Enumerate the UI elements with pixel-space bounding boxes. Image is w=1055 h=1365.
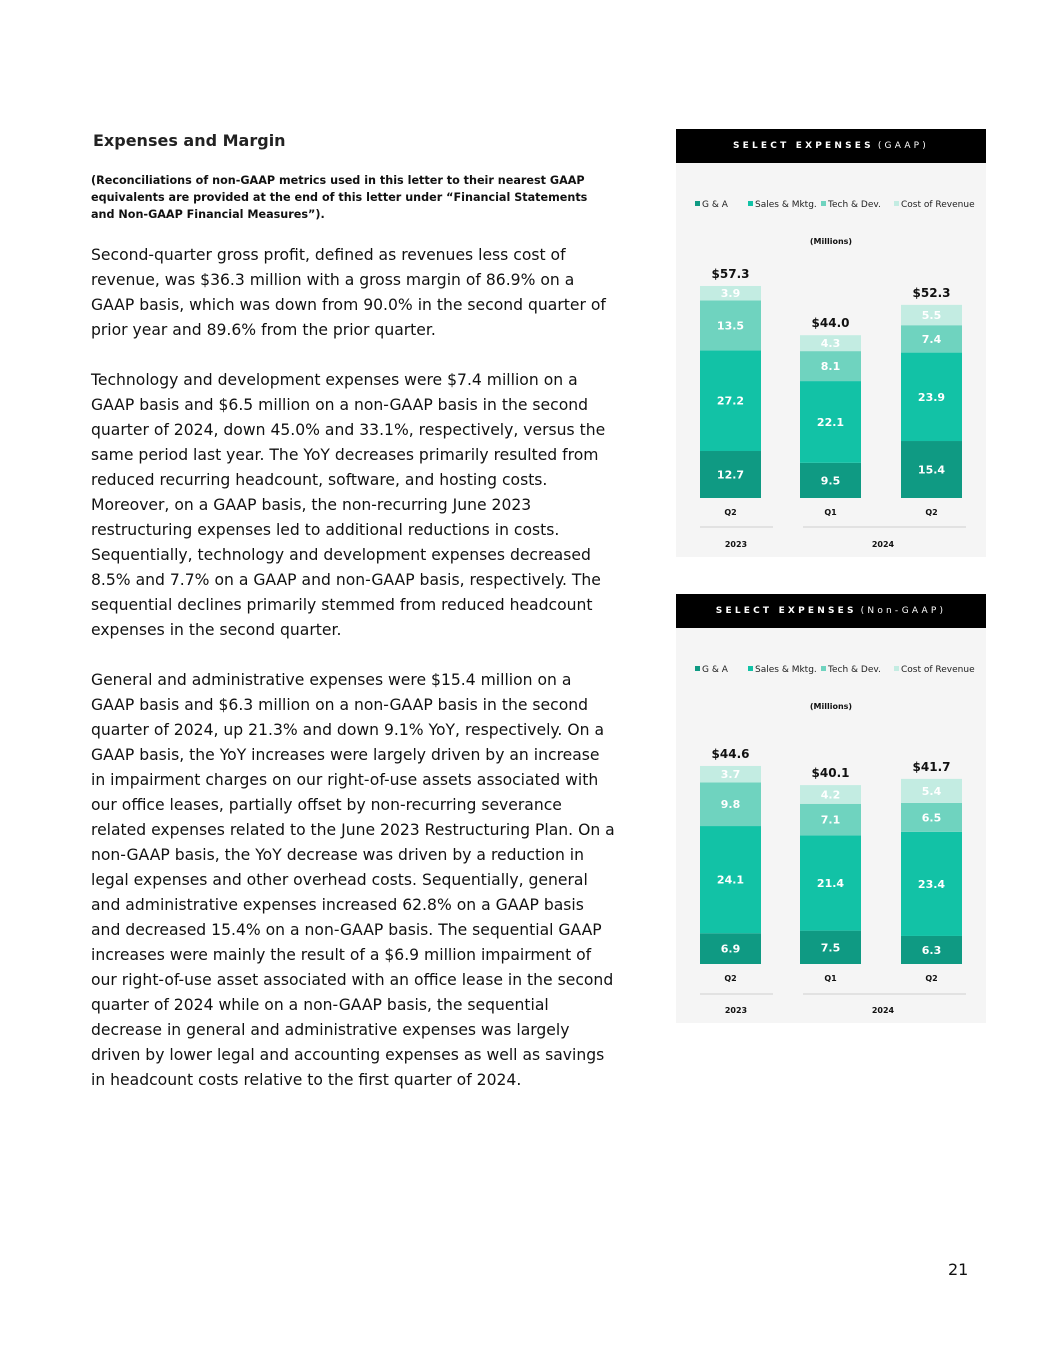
chart-nongaap-title-main: SELECT EXPENSES (715, 606, 857, 616)
chart-gaap (676, 163, 986, 557)
legend-label-2: Tech & Dev. (828, 665, 881, 675)
legend-label-1: Sales & Mktg. (755, 665, 817, 675)
bar-value-label: 5.5 (921, 309, 942, 323)
paragraph-gross-profit: Second-quarter gross profit, defined as revenues less cost of revenue, was $36.3 million with a gross margin of 86.9% on a GAAP basis, which was down from 90.0% in the second quarter of prior year and 89.6% from the prior quarter. (91, 246, 606, 339)
year-label-2024: 2024 (871, 1006, 895, 1015)
bar-value-label: 6.9 (720, 942, 741, 956)
chart-gaap-title (676, 129, 986, 163)
legend-label-0: G & A (702, 200, 728, 210)
bar-value-label: 5.4 (921, 784, 942, 798)
chart-gaap-panel (676, 129, 986, 557)
paragraph-tech-dev: Technology and development expenses were $7.4 million on a GAAP basis and $6.5 million on a non-GAAP basis in the second quarter of 2024, down 45.0% and 33.1%, respectively, versus the same period last year. The YoY decreases primarily resulted from reduced recurring headcount, software, and hosting costs. Moreover, on a GAAP basis, the non-recurring June 2023 restructuring expenses led to additional reductions in costs. Sequentially, technology and development expenses decreased 8.5% and 7.7% on a GAAP and non-GAAP basis, respectively. The sequential declines primarily stemmed from reduced headcount expenses in the second quarter. (91, 371, 606, 639)
chart-gaap-title-main: SELECT EXPENSES (732, 141, 874, 151)
bar-value-label: 3.9 (720, 287, 741, 301)
page-number: 21 (948, 1260, 969, 1279)
bar-value-label: 9.5 (820, 474, 841, 488)
x-tick-label: Q1 (824, 974, 837, 983)
bar-total-label: $44.6 (711, 746, 750, 761)
x-tick-label: Q2 (724, 974, 737, 983)
bar-value-label: 9.8 (720, 798, 741, 812)
bar-value-label: 7.1 (820, 813, 841, 827)
bar-value-label: 22.1 (816, 415, 845, 429)
legend-swatch-0 (695, 666, 700, 671)
bar-value-label: 27.2 (716, 394, 745, 408)
bar-value-label: 8.1 (820, 360, 841, 374)
bar-total-label: $41.7 (912, 759, 951, 774)
bar-total-label: $52.3 (912, 285, 951, 300)
chart-nongaap-title-suffix: (Non-GAAP) (860, 606, 947, 616)
legend-label-3: Cost of Revenue (901, 200, 975, 210)
legend-label-0: G & A (702, 665, 728, 675)
x-tick-label: Q2 (925, 974, 938, 983)
x-tick-label: Q1 (824, 508, 837, 517)
chart-nongaap-title (676, 594, 986, 628)
section-title: Expenses and Margin (93, 131, 286, 150)
legend-swatch-2 (821, 666, 826, 671)
x-tick-label: Q2 (925, 508, 938, 517)
legend-swatch-3 (894, 666, 899, 671)
bar-value-label: 4.2 (820, 788, 841, 802)
bar-total-label: $40.1 (811, 766, 850, 781)
chart-gaap-title-suffix: (GAAP) (877, 141, 930, 151)
bar-value-label: 21.4 (816, 877, 845, 891)
bar-value-label: 23.9 (917, 390, 946, 404)
bar-value-label: 13.5 (716, 319, 745, 333)
x-tick-label: Q2 (724, 508, 737, 517)
bar-value-label: 6.3 (921, 943, 942, 957)
legend-label-3: Cost of Revenue (901, 665, 975, 675)
units-label: (Millions) (809, 702, 853, 711)
year-label-2024: 2024 (871, 540, 895, 549)
year-label-2023: 2023 (724, 540, 748, 549)
legend-swatch-1 (748, 201, 753, 206)
bar-value-label: 23.4 (917, 877, 946, 891)
legend-swatch-3 (894, 201, 899, 206)
bar-value-label: 24.1 (716, 873, 745, 887)
legend-label-1: Sales & Mktg. (755, 200, 817, 210)
legend-swatch-0 (695, 201, 700, 206)
bar-value-label: 4.3 (820, 337, 841, 351)
bar-value-label: 7.5 (820, 941, 841, 955)
year-label-2023: 2023 (724, 1006, 748, 1015)
bar-total-label: $44.0 (811, 316, 850, 331)
legend-label-2: Tech & Dev. (828, 200, 881, 210)
bar-value-label: 3.7 (720, 768, 741, 782)
legend-swatch-1 (748, 666, 753, 671)
bar-value-label: 12.7 (716, 468, 745, 482)
paragraph-general-admin: General and administrative expenses were $15.4 million on a GAAP basis and $6.3 million on a non-GAAP basis in the second quarter of 2024, up 21.3% and down 9.1% YoY, respectively. On a GAAP basis, the YoY increases were largely driven by an increase in impairment charges on our right-of-use assets associated with our office leases, partially offset by non-recurring severance related expenses related to the June 2023 Restructuring Plan. On a non-GAAP basis, the YoY decrease was driven by a reduction in legal expenses and other overhead costs. Sequentially, general and administrative expenses increased 62.8% on a GAAP basis and decreased 15.4% on a non-GAAP basis. The sequential GAAP increases were mainly the result of a $6.9 million impairment of our right-of-use asset associated with an office lease in the second quarter of 2024 while on a non-GAAP basis, the sequential decrease in general and administrative expenses was largely driven by lower legal and accounting expenses as well as savings in headcount costs relative to the first quarter of 2024. (91, 671, 615, 1089)
chart-nongaap (676, 628, 986, 1023)
units-label: (Millions) (809, 237, 853, 246)
bar-value-label: 7.4 (921, 332, 942, 346)
bar-value-label: 6.5 (921, 811, 942, 825)
reconciliation-note: (Reconciliations of non-GAAP metrics used in this letter to their nearest GAAP equivalents are provided at the end of this letter under “Financial Statements and Non-GAAP Financial Measures”). (91, 174, 588, 221)
legend-swatch-2 (821, 201, 826, 206)
chart-nongaap-panel (676, 594, 986, 1023)
bar-total-label: $57.3 (711, 266, 750, 281)
bar-value-label: 15.4 (917, 463, 946, 477)
